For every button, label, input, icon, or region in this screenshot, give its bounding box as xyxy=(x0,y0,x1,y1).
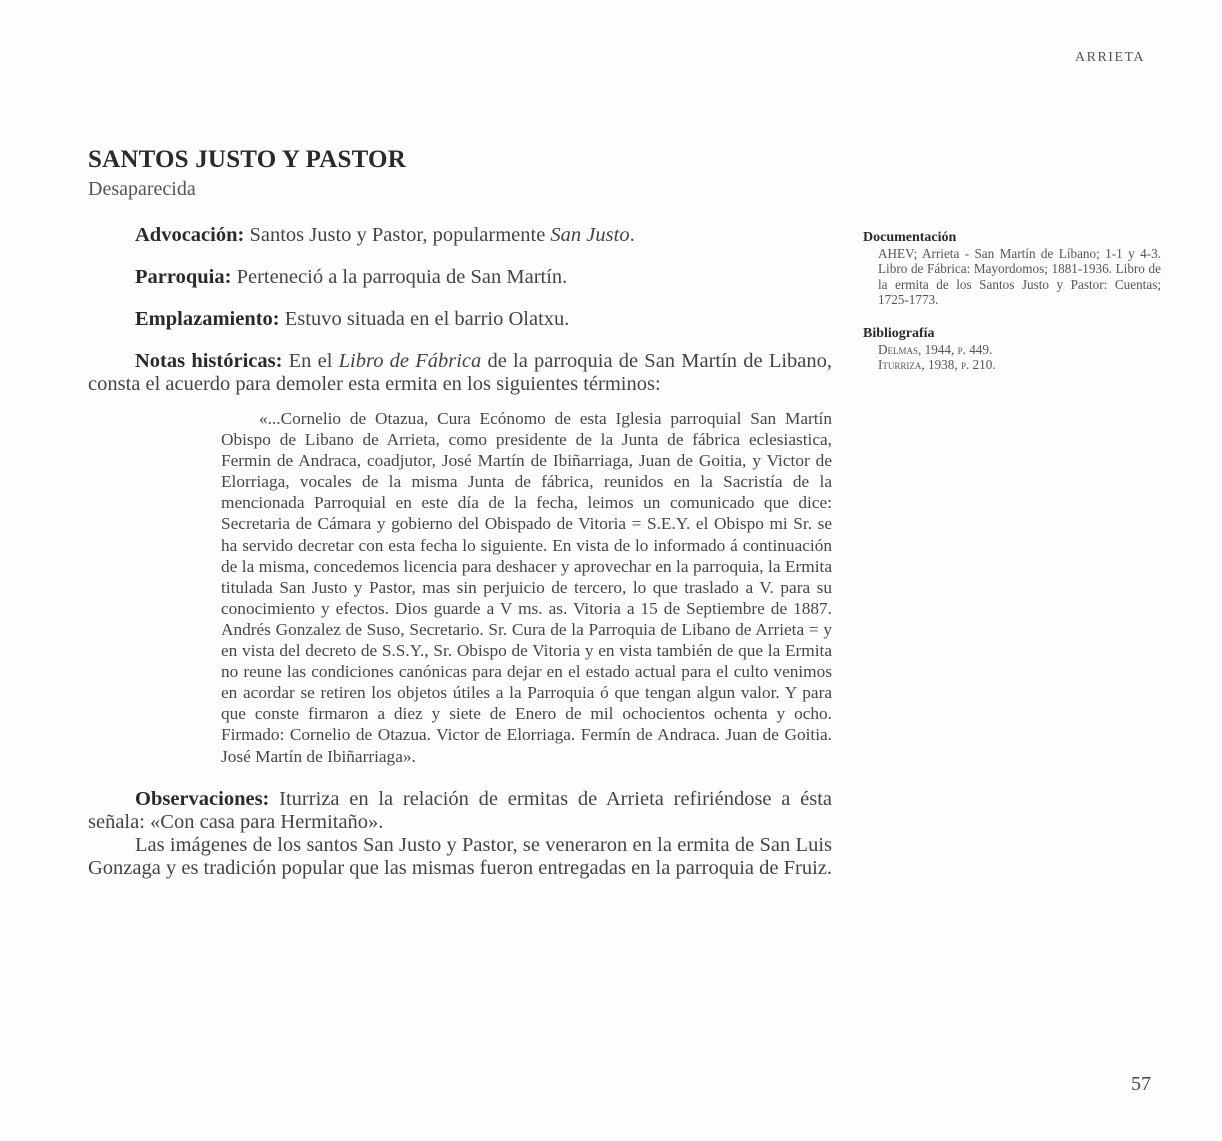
notas-label: Notas históricas: xyxy=(135,350,283,372)
parroquia-label: Parroquia: xyxy=(135,266,232,288)
observaciones xyxy=(88,788,832,834)
entry-status: Desaparecida xyxy=(88,178,196,200)
advocacion-text: Santos Justo y Pastor, popularmente xyxy=(249,224,551,246)
advocacion-field xyxy=(88,224,832,247)
sidebar-notes xyxy=(863,230,1161,373)
running-head: ARRIETA xyxy=(1075,50,1146,65)
documentacion-text: AHEV; Arrieta - San Martín de Líbano; 1-1 y 4-3. Libro de Fábrica: Mayordomos; 1881-1936. Libro de la ermita de los Santos Justo y Pastor: Cuentas; 1725-1773. xyxy=(878,245,1161,308)
page-number: 57 xyxy=(1131,1073,1151,1095)
main-text xyxy=(88,224,832,880)
advocacion-end: . xyxy=(629,224,635,246)
bibliografia-heading: Bibliografía xyxy=(863,325,935,341)
notas-text-before: En el xyxy=(288,350,339,372)
notas-historicas xyxy=(88,350,832,396)
parroquia-text: Perteneció a la parroquia de San Martín. xyxy=(236,266,568,288)
notas-text-after: de la parroquia de San Martín de Libano, consta el acuerdo para demoler esta ermita en los siguientes términos: xyxy=(88,350,833,395)
block-quote: «...Cornelio de Otazua, Cura Ecónomo de esta Iglesia parroquial San Martín Obispo de Libano de Arrieta, como presidente de la Junta de fábrica eclesiastica, Fermin de Andraca, coadjutor, José Martín de Ibiñarriaga, Juan de Goitia, y Victor de Elorriaga, vocales de la misma Junta de fábrica, reunidos en la Sacristía de la mencionada Parroquial en este día de la fecha, leimos un comunicado que dice: Secretaria de Cámara y gobierno del Obispado de Vitoria = S.E.Y. el Obispo mi Sr. se ha servido decretar con esta fecha lo siguiente. En vista de lo informado á continuación de la misma, concedemos licencia para deshacer y aprovechar en la parroquia, la Ermita titulada San Justo y Pastor, mas sin perjuicio de tercero, lo que traslado a V. para su conocimiento y efectos. Dios guarde a V ms. as. Vitoria a 15 de Septiembre de 1887. Andrés Gonzalez de Suso, Secretario. Sr. Cura de la Parroquia de Libano de Arrieta = y en vista del decreto de S.S.Y., Sr. Obispo de Vitoria y en vista también de que la Ermita no reune las condiciones canónicas para dejar en el estado actual para el culto venimos en acordar se retiren los objetos útiles a la Parroquia ó que tengan algun valor. Y para que conste firmaron a diez y siete de Enero de mil ochocientos ochenta y ocho. Firmado: Cornelio de Otazua. Victor de Elorriaga. Fermín de Andraca. Juan de Goitia. José Martín de Ibiñarriaga». xyxy=(221,409,832,766)
advocacion-label: Advocación: xyxy=(135,224,245,246)
emplazamiento-text: Estuvo situada en el barrio Olatxu. xyxy=(284,308,570,330)
observaciones-text: Iturriza en la relación de ermitas de Arrieta refiriéndose a ésta señala: «Con casa para Hermitaño». xyxy=(88,787,833,833)
notas-italic: Libro de Fábrica xyxy=(338,350,482,372)
bibliografia-item: Iturriza, 1938, p. 210. xyxy=(878,357,996,373)
parroquia-field xyxy=(88,266,832,289)
entry-title: SANTOS JUSTO Y PASTOR xyxy=(88,146,406,173)
bibliografia-item: Delmas, 1944, p. 449. xyxy=(878,341,993,357)
emplazamiento-field xyxy=(88,308,832,331)
documentacion-heading: Documentación xyxy=(863,230,957,245)
observaciones-label: Observaciones: xyxy=(135,787,270,810)
observaciones-text-2: Las imágenes de los santos San Justo y Pastor, se veneraron en la ermita de San Luis Gonzaga y es tradición popular que las mismas fueron entregadas en la parroquia de Fruiz. xyxy=(88,833,833,879)
emplazamiento-label: Emplazamiento: xyxy=(135,308,280,330)
advocacion-italic: San Justo xyxy=(550,224,630,246)
